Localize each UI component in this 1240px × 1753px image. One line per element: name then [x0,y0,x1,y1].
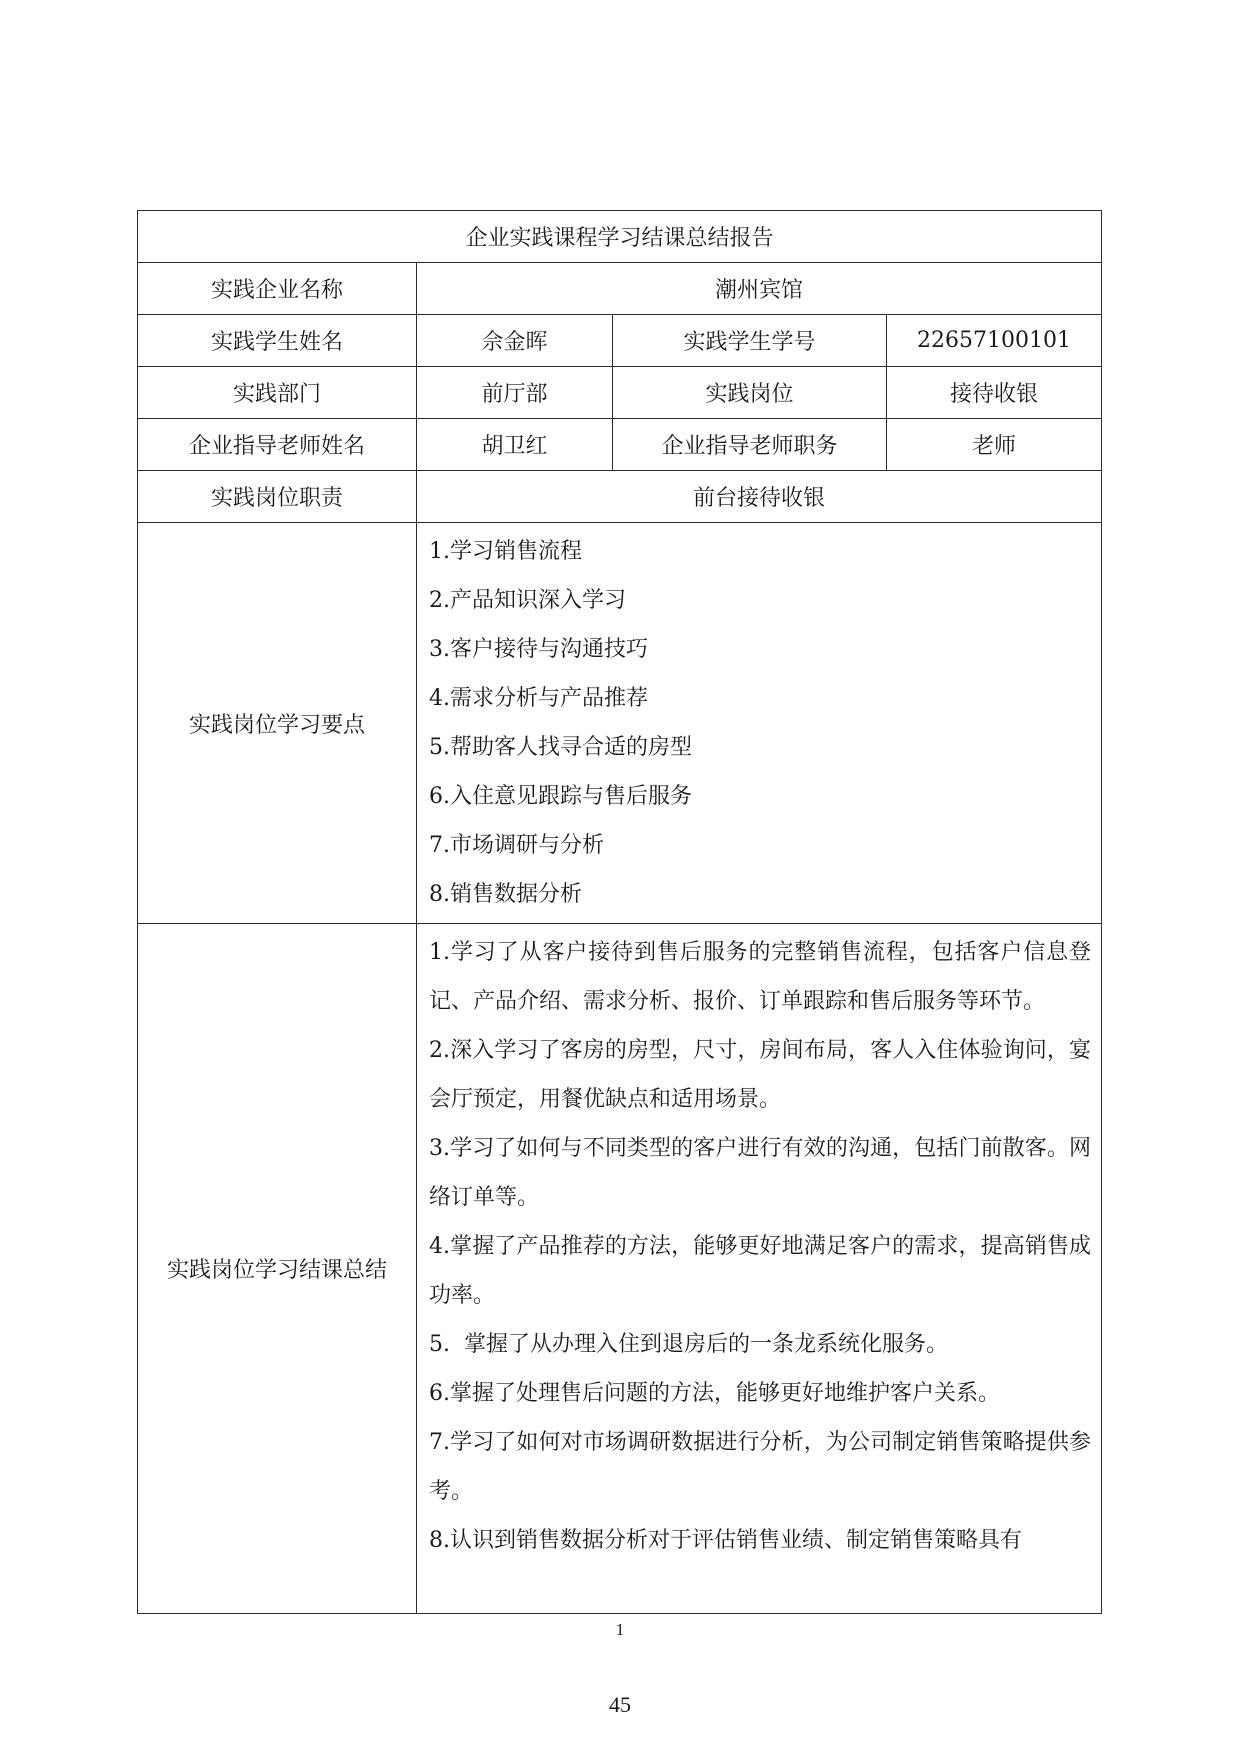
position-label: 实践岗位 [613,367,887,419]
company-label: 实践企业名称 [138,263,417,315]
summary-paragraph: 7.学习了如何对市场调研数据进行分析，为公司制定销售策略提供参考。 [429,1430,1092,1504]
mentor-title-label: 企业指导老师职务 [613,419,887,471]
section-page-number: 1 [615,1620,625,1639]
report-table [137,210,1102,1614]
summary-paragraph: 5. 掌握了从办理入住到退房后的一条龙系统化服务。 [429,1332,948,1357]
department-value: 前厅部 [417,367,613,419]
learning-point-item: 7.市场调研与分析 [429,833,604,858]
mentor-name-label: 企业指导老师姓名 [138,419,417,471]
summary-paragraph: 8.认识到销售数据分析对于评估销售业绩、制定销售策略具有 [429,1528,1022,1553]
summary-label: 实践岗位学习结课总结 [138,924,417,1614]
mentor-title-value: 老师 [887,419,1102,471]
student-name-label: 实践学生姓名 [138,315,417,367]
company-value: 潮州宾馆 [417,263,1102,315]
learning-point-item: 3.客户接待与沟通技巧 [429,637,648,662]
learning-point-item: 2.产品知识深入学习 [429,588,626,613]
report-title: 企业实践课程学习结课总结报告 [138,211,1102,263]
student-name-value: 佘金晖 [417,315,613,367]
duties-label: 实践岗位职责 [138,471,417,523]
position-value: 接待收银 [887,367,1102,419]
student-id-value: 22657100101 [887,315,1102,367]
learning-point-item: 6.入住意见跟踪与售后服务 [429,784,692,809]
summary-content [417,924,1102,1614]
learning-points-list [417,523,1102,924]
summary-paragraph: 4.掌握了产品推荐的方法，能够更好地满足客户的需求，提高销售成功率。 [429,1234,1092,1308]
summary-paragraph: 6.掌握了处理售后问题的方法，能够更好地维护客户关系。 [429,1381,1000,1406]
summary-paragraph: 3.学习了如何与不同类型的客户进行有效的沟通，包括门前散客。网络订单等。 [429,1136,1092,1210]
summary-paragraph: 2.深入学习了客房的房型，尺寸，房间布局，客人入住体验询问，宴会厅预定，用餐优缺点和适用场景。 [429,1038,1092,1112]
duties-value: 前台接待收银 [417,471,1102,523]
learning-point-item: 5.帮助客人找寻合适的房型 [429,735,692,760]
learning-point-item: 1.学习销售流程 [429,539,582,564]
learning-point-item: 8.销售数据分析 [429,882,582,907]
student-id-label: 实践学生学号 [613,315,887,367]
learning-points-label: 实践岗位学习要点 [138,523,417,924]
learning-point-item: 4.需求分析与产品推荐 [429,686,648,711]
mentor-name-value: 胡卫红 [417,419,613,471]
department-label: 实践部门 [138,367,417,419]
document-page-number: 45 [609,1692,631,1717]
summary-paragraph: 1.学习了从客户接待到售后服务的完整销售流程，包括客户信息登记、产品介绍、需求分析、报价、订单跟踪和售后服务等环节。 [429,940,1092,1014]
